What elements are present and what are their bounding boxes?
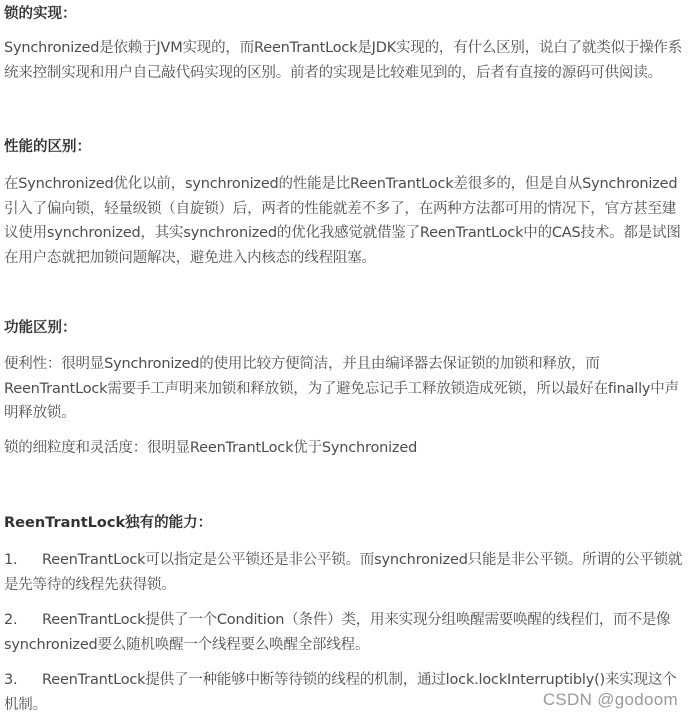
heading-lock-implementation: 锁的实现： xyxy=(4,6,77,22)
paragraph-lock-implementation: Synchronized是依赖于JVM实现的，而ReenTrantLock是JDK实现的，有什么区别，说白了就类似于操作系统来控制实现和用户自己敲代码实现的区别。前者的实现是比较难见到的，后者有直接的源码可供阅读。 xyxy=(4,40,683,81)
paragraph-performance-difference: 在Synchronized优化以前，synchronized的性能是比ReenTrantLock差很多的，但是自从Synchronized引入了偏向锁，轻量级锁（自旋锁）后，两者的性能就差不多了，在两种方法都可用的情况下，官方甚至建议使用synchronized，其实synchronized的优化我感觉就借鉴了ReenTrantLock中的CAS技术。都是试图在用户态就把加锁问题解决，避免进入内核态的线程阻塞。 xyxy=(4,176,681,266)
list-item-number: 2. xyxy=(4,612,18,628)
paragraph-convenience: 便利性：很明显Synchronized的使用比较方便简洁，并且由编译器去保证锁的加锁和释放，而ReenTrantLock需要手工声明来加锁和释放锁，为了避免忘记手工释放锁造成死锁，所以最好在finally中声明释放锁。 xyxy=(4,356,679,421)
paragraph-granularity: 锁的细粒度和灵活度：很明显ReenTrantLock优于Synchronized xyxy=(4,440,418,456)
list-item xyxy=(4,548,688,597)
list-item-text: ReenTrantLock提供了一种能够中断等待锁的线程的机制，通过lock.lockInterruptibly()来实现这个机制。 xyxy=(4,672,677,713)
heading-feature-difference: 功能区别： xyxy=(4,320,77,336)
csdn-watermark: CSDN @godoom xyxy=(542,690,678,709)
list-item-text: ReenTrantLock可以指定是公平锁还是非公平锁。而synchronized只能是非公平锁。所谓的公平锁就是先等待的线程先获得锁。 xyxy=(4,552,683,593)
heading-reentrantlock-unique: ReenTrantLock独有的能力： xyxy=(4,515,213,531)
list-item xyxy=(4,608,688,657)
list-item-number: 1. xyxy=(4,552,18,568)
heading-performance-difference: 性能的区别： xyxy=(4,139,91,155)
list-item-number: 3. xyxy=(4,672,18,688)
list-item-text: ReenTrantLock提供了一个Condition（条件）类，用来实现分组唤醒需要唤醒的线程们，而不是像synchronized要么随机唤醒一个线程要么唤醒全部线程。 xyxy=(4,612,671,653)
